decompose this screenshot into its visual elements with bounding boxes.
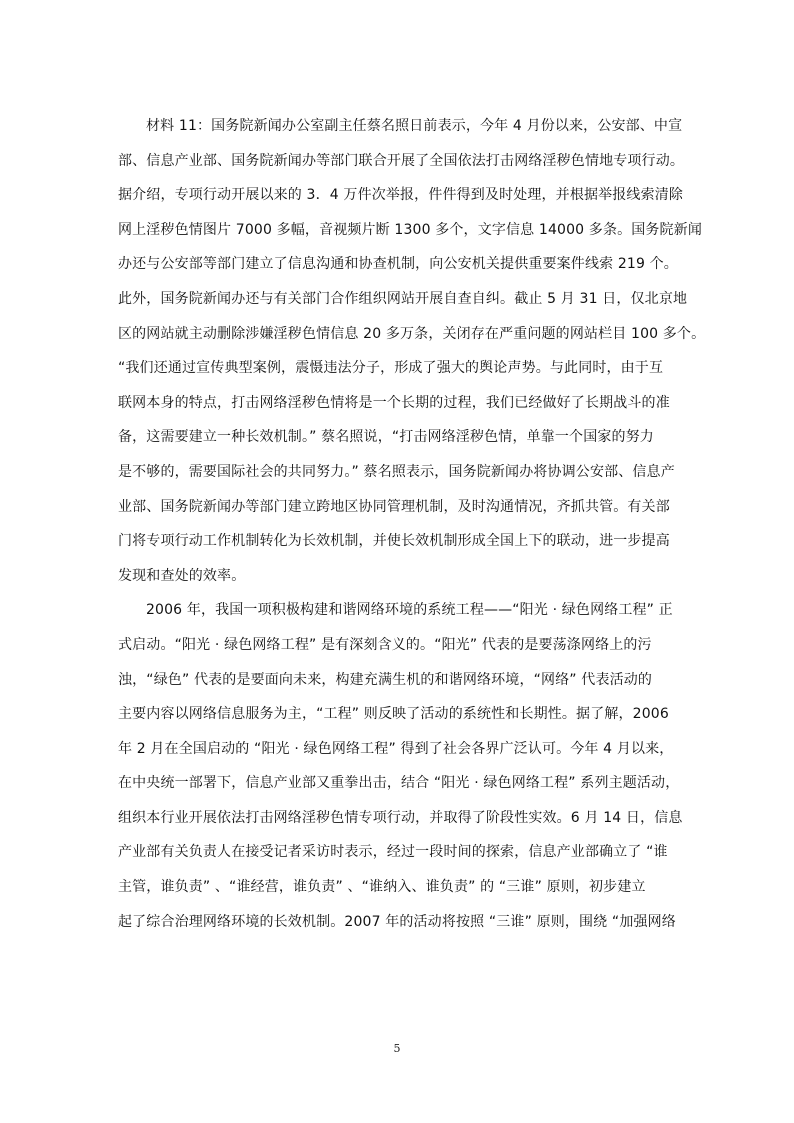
text-line: 起了综合治理网络环境的长效机制。2007 年的活动将按照 “三谁” 原则，围绕 “加强网络	[118, 913, 676, 930]
paragraph-material-11	[118, 113, 706, 597]
text-line: 门将专项行动工作机制转化为长效机制，并使长效机制形成全国上下的联动，进一步提高	[118, 533, 670, 550]
text-line: 据介绍，专项行动开展以来的 3．4 万件次举报，件件得到及时处理，并根据举报线索清除	[118, 187, 684, 204]
text-line: 2006 年，我国一项积极构建和谐网络环境的系统工程——“阳光 · 绿色网络工程” 正	[146, 602, 673, 619]
text-line: 在中央统一部署下，信息产业部又重拳出击，结合 “阳光 · 绿色网络工程” 系列主题活动，	[118, 775, 680, 792]
text-line: 办还与公安部等部门建立了信息沟通和协查机制，向公安机关提供重要案件线索 219 个。	[118, 256, 678, 273]
text-line: 主管，谁负责” 、“谁经营，谁负责” 、“谁纳入、谁负责” 的 “三谁” 原则，初步建立	[118, 879, 646, 896]
text-line: 组织本行业开展依法打击网络淫秽色情专项行动，并取得了阶段性实效。6 月 14 日，信息	[118, 809, 683, 826]
document-body	[118, 113, 706, 943]
text-line: 网上淫秽色情图片 7000 多幅，音视频片断 1300 多个，文字信息 14000 多条。国务院新闻	[118, 221, 702, 238]
text-line: 备，这需要建立一种长效机制。” 蔡名照说，“打击网络淫秽色情，单靠一个国家的努力	[118, 429, 654, 446]
text-line: 主要内容以网络信息服务为主，“工程” 则反映了活动的系统性和长期性。据了解，2006	[118, 706, 669, 723]
text-line: 式启动。“阳光 · 绿色网络工程” 是有深刻含义的。“阳光” 代表的是要荡涤网络上的污	[118, 636, 652, 653]
text-line: 此外，国务院新闻办还与有关部门合作组织网站开展自查自纠。截止 5 月 31 日，仅北京地	[118, 290, 688, 307]
text-line: 部、信息产业部、国务院新闻办等部门联合开展了全国依法打击网络淫秽色情地专项行动。	[118, 152, 684, 169]
text-line: 业部、国务院新闻办等部门建立跨地区协同管理机制，及时沟通情况，齐抓共管。有关部	[118, 498, 670, 515]
text-line: 年 2 月在全国启动的 “阳光 · 绿色网络工程” 得到了社会各界广泛认可。今年 4 月以来，	[118, 740, 674, 757]
text-line: 材料 11：国务院新闻办公室副主任蔡名照日前表示，今年 4 月份以来，公安部、中宣	[146, 118, 683, 134]
text-line: 产业部有关负责人在接受记者采访时表示，经过一段时间的探索，信息产业部确立了 “谁	[118, 844, 668, 861]
paragraph-sunshine-green-network	[118, 597, 684, 943]
text-line: “我们还通过宣传典型案例，震慑违法分子，形成了强大的舆论声势。与此同时，由于互	[118, 360, 664, 377]
text-line: 浊，“绿色” 代表的是要面向未来，构建充满生机的和谐网络环境，“网络” 代表活动的	[118, 671, 653, 688]
text-line: 联网本身的特点，打击网络淫秽色情将是一个长期的过程，我们已经做好了长期战斗的准	[118, 394, 670, 411]
text-line: 是不够的，需要国际社会的共同努力。” 蔡名照表示，国务院新闻办将协调公安部、信息产	[118, 463, 675, 480]
text-line: 发现和查处的效率。	[118, 567, 246, 584]
page-number: 5	[393, 1042, 401, 1055]
text-line: 区的网站就主动删除涉嫌淫秽色情信息 20 多万条，关闭存在严重问题的网站栏目 100 多个。	[118, 325, 706, 342]
